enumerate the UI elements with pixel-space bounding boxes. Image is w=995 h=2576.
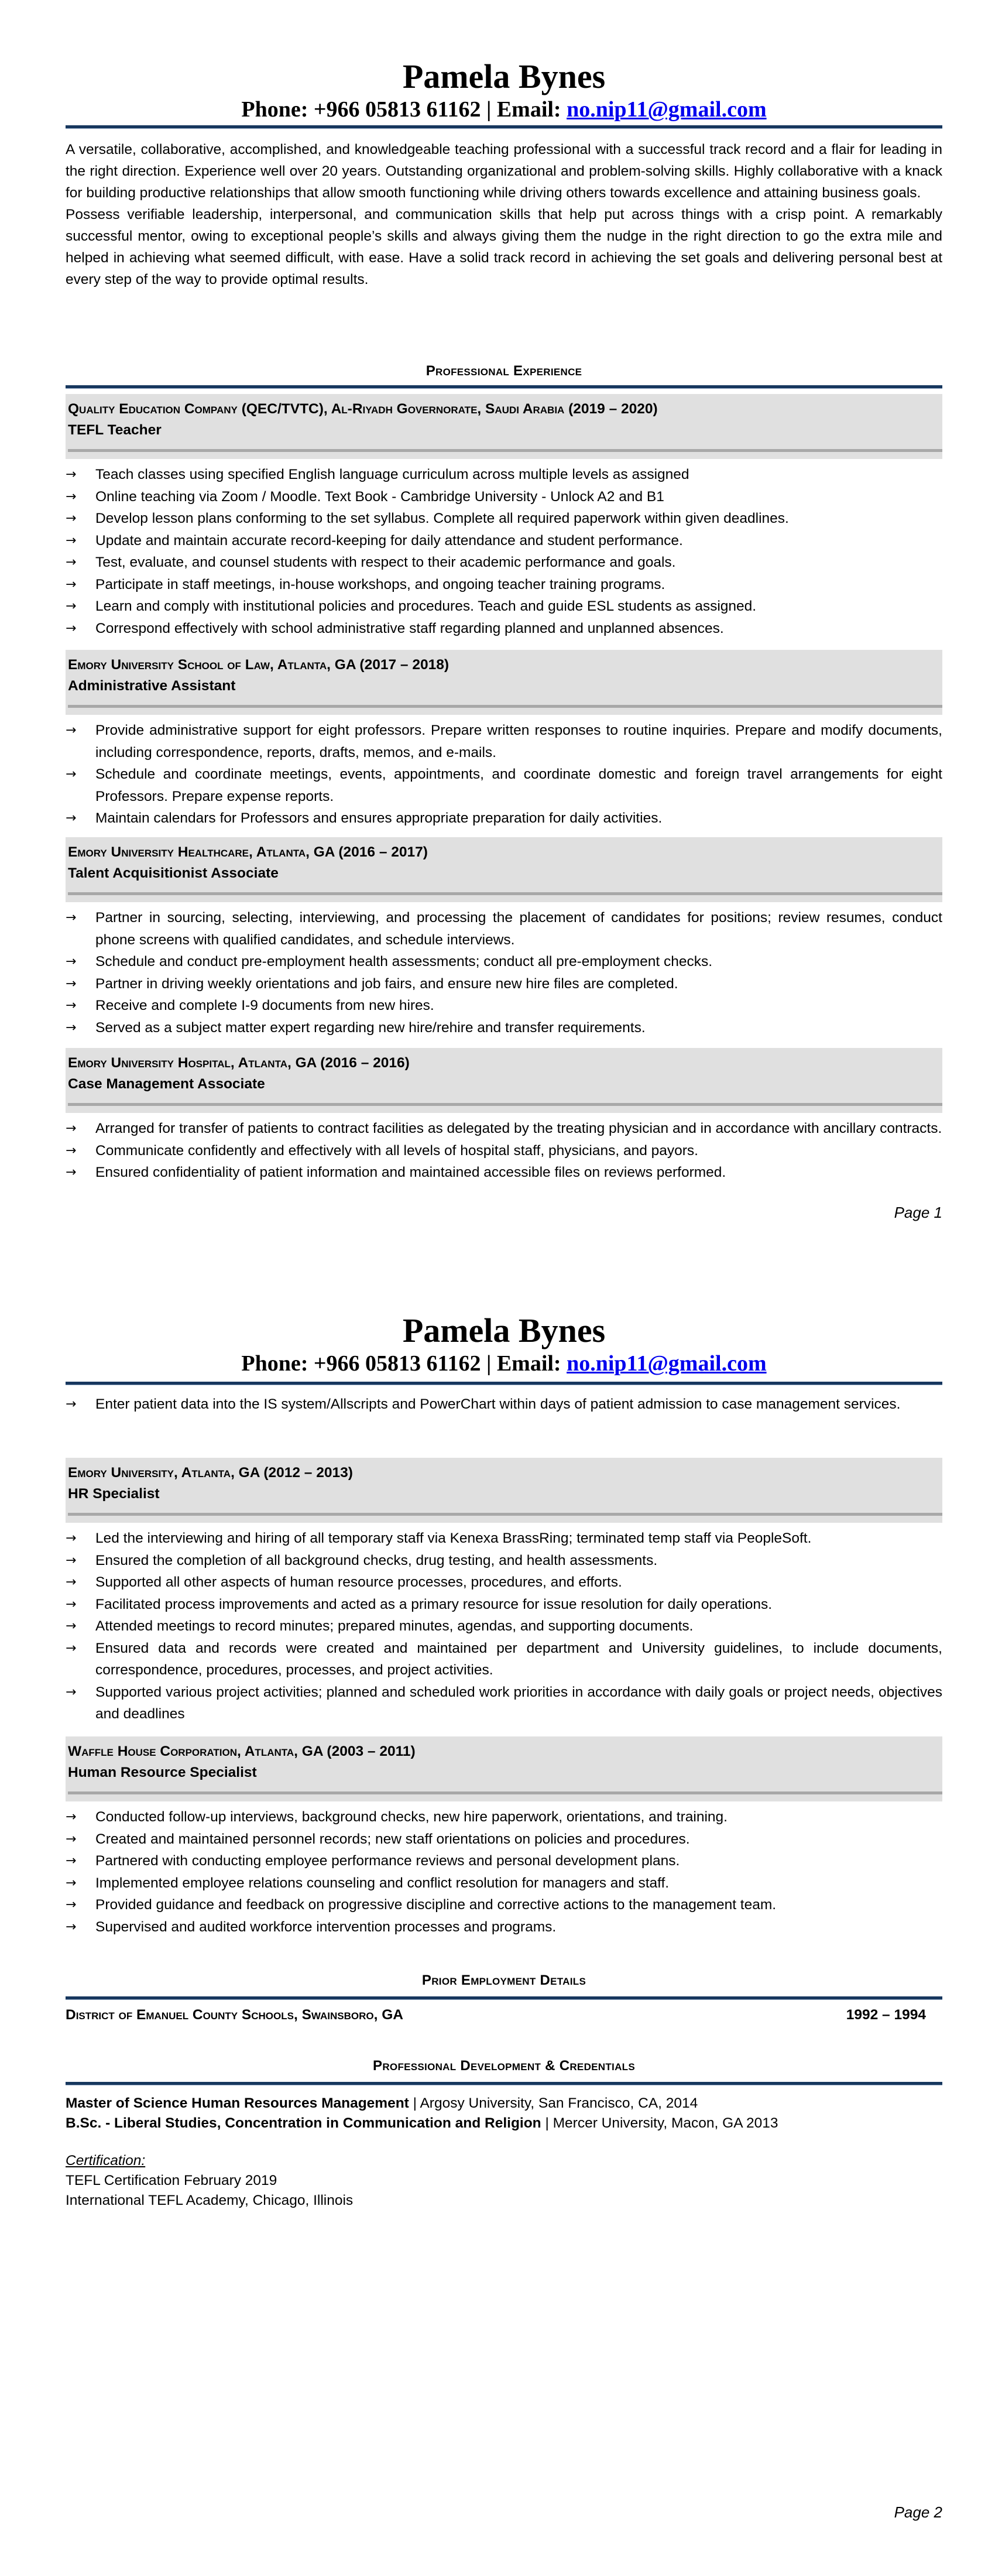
candidate-name: Pamela Bynes bbox=[402, 57, 606, 95]
section-title: Prior Employment Details bbox=[421, 1972, 586, 1988]
bullet-item: → Provided guidance and feedback on progressive discipline and corrective actions to the management team. bbox=[66, 1894, 942, 1916]
arrow-right-icon: → bbox=[66, 555, 77, 570]
bullet-item: → Ensured data and records were created and maintained per department and University guidelines, to include documents, correspondence, procedures, processes, and project activities. bbox=[66, 1638, 942, 1681]
email-link[interactable]: no.nip11@gmail.com bbox=[567, 1351, 767, 1376]
bullet-item: → Communicate confidently and effectively with all levels of hospital staff, physicians, and payors. bbox=[66, 1140, 942, 1162]
job-entry bbox=[66, 1048, 942, 1184]
arrow-right-icon: → bbox=[66, 533, 77, 548]
prior-employment-row bbox=[66, 2005, 942, 2026]
arrow-right-icon: → bbox=[66, 1575, 77, 1590]
bullet-item: → Online teaching via Zoom / Moodle. Text Book - Cambridge University - Unlock A2 and B1 bbox=[66, 486, 942, 508]
job-divider bbox=[68, 449, 942, 452]
arrow-right-icon: → bbox=[66, 1897, 77, 1912]
arrow-right-icon: → bbox=[66, 1165, 77, 1180]
section-divider bbox=[66, 1996, 942, 2000]
bullet-item: → Attended meetings to record minutes; prepared minutes, agendas, and supporting documents. bbox=[66, 1615, 942, 1638]
phone-label: Phone: +966 05813 61162 | Email: bbox=[241, 97, 567, 122]
job-company: Emory University, Atlanta, GA (2012 – 2013) bbox=[68, 1465, 353, 1481]
arrow-right-icon: → bbox=[66, 767, 77, 782]
resume-page-1 bbox=[0, 0, 995, 1276]
job-role: Human Resource Specialist bbox=[68, 1765, 257, 1780]
job-header bbox=[66, 837, 942, 902]
job-company: Waffle House Corporation, Atlanta, GA (2003 – 2011) bbox=[68, 1743, 416, 1759]
job-company: Quality Education Company (QEC/TVTC), Al-Riyadh Governorate, Saudi Arabia (2019 – 2020) bbox=[68, 401, 658, 417]
bullet-item: → Supported all other aspects of human resource processes, procedures, and efforts. bbox=[66, 1571, 942, 1594]
job-bullets bbox=[66, 1393, 942, 1416]
arrow-right-icon: → bbox=[66, 1684, 77, 1700]
bullet-item: → Schedule and coordinate meetings, events, appointments, and coordinate domestic and foreign travel arrangements for eight Professors. Prepare expense reports. bbox=[66, 763, 942, 807]
section-divider bbox=[66, 385, 942, 389]
arrow-right-icon: → bbox=[66, 811, 77, 825]
bullet-item: → Served as a subject matter expert regarding new hire/rehire and transfer requirements. bbox=[66, 1017, 942, 1039]
page-number: Page 1 bbox=[894, 1204, 942, 1221]
resume-header bbox=[66, 57, 942, 129]
prior-employer: District of Emanuel County Schools, Swainsboro, GA bbox=[66, 2007, 403, 2023]
bullet-item: → Implemented employee relations counseling and conflict resolution for managers and staff. bbox=[66, 1872, 942, 1895]
bullet-item: → Receive and complete I-9 documents from new hires. bbox=[66, 995, 942, 1017]
job-role: HR Specialist bbox=[68, 1486, 160, 1502]
job-company: Emory University Healthcare, Atlanta, GA (2016 – 2017) bbox=[68, 844, 428, 860]
professional-summary bbox=[66, 139, 942, 290]
arrow-right-icon: → bbox=[66, 1597, 77, 1612]
job-header bbox=[66, 650, 942, 715]
section-professional-experience bbox=[66, 361, 942, 389]
certification-label: Certification: bbox=[66, 2153, 146, 2169]
certification-line: International TEFL Academy, Chicago, Illinois bbox=[66, 2193, 354, 2208]
arrow-right-icon: → bbox=[66, 1397, 77, 1412]
bullet-item: → Conducted follow-up interviews, background checks, new hire paperwork, orientations, and training. bbox=[66, 1806, 942, 1828]
job-bullets bbox=[66, 1527, 942, 1725]
bullet-item: → Partner in sourcing, selecting, interviewing, and processing the placement of candidates for positions; review resumes, conduct phone screens with qualified candidates, and schedule interviews. bbox=[66, 907, 942, 951]
bullet-item: → Participate in staff meetings, in-house workshops, and ongoing teacher training programs. bbox=[66, 574, 942, 596]
bullet-item: → Enter patient data into the IS system/Allscripts and PowerChart within days of patient admission to case management services. bbox=[66, 1393, 942, 1416]
arrow-right-icon: → bbox=[66, 976, 77, 991]
certification-line: TEFL Certification February 2019 bbox=[66, 2173, 277, 2188]
job-entry-continued bbox=[66, 1393, 942, 1416]
arrow-right-icon: → bbox=[66, 599, 77, 614]
arrow-right-icon: → bbox=[66, 489, 77, 504]
arrow-right-icon: → bbox=[66, 1810, 77, 1824]
bullet-item: → Supervised and audited workforce intervention processes and programs. bbox=[66, 1916, 942, 1938]
arrow-right-icon: → bbox=[66, 577, 77, 592]
job-bullets bbox=[66, 1806, 942, 1938]
arrow-right-icon: → bbox=[66, 723, 77, 738]
arrow-right-icon: → bbox=[66, 1531, 77, 1546]
bullet-item: → Develop lesson plans conforming to the set syllabus. Complete all required paperwork within given deadlines. bbox=[66, 508, 942, 530]
degree: Master of Science Human Resources Management bbox=[66, 2095, 409, 2111]
job-entry bbox=[66, 1736, 942, 1938]
arrow-right-icon: → bbox=[66, 1919, 77, 1934]
arrow-right-icon: → bbox=[66, 1831, 77, 1847]
degree: B.Sc. - Liberal Studies, Concentration in Communication and Religion bbox=[66, 2115, 541, 2131]
education-item: Master of Science Human Resources Management | Argosy University, San Francisco, CA, 2014 bbox=[66, 2095, 698, 2111]
job-entry bbox=[66, 650, 942, 830]
arrow-right-icon: → bbox=[66, 1875, 77, 1890]
bullet-item: → Arranged for transfer of patients to contract facilities as delegated by the treating physician and in accordance with ancillary contracts. bbox=[66, 1118, 942, 1140]
email-link[interactable]: no.nip11@gmail.com bbox=[567, 97, 767, 122]
job-role: Talent Acquisitionist Associate bbox=[68, 865, 279, 881]
certification-block bbox=[66, 2151, 942, 2211]
phone-label: Phone: +966 05813 61162 | Email: bbox=[241, 1351, 567, 1376]
section-professional-development bbox=[66, 2056, 942, 2211]
bullet-item: → Teach classes using specified English language curriculum across multiple levels as assigned bbox=[66, 464, 942, 486]
resume-page-2 bbox=[0, 1276, 995, 2576]
school: Argosy University, San Francisco, CA, 2014 bbox=[420, 2095, 698, 2111]
section-prior-employment bbox=[66, 1971, 942, 2026]
job-header bbox=[66, 1736, 942, 1801]
arrow-right-icon: → bbox=[66, 511, 77, 526]
job-header bbox=[66, 394, 942, 459]
arrow-right-icon: → bbox=[66, 998, 77, 1013]
job-entry bbox=[66, 837, 942, 1039]
job-header bbox=[66, 1048, 942, 1113]
arrow-right-icon: → bbox=[66, 1121, 77, 1136]
section-title: Professional Experience bbox=[426, 363, 582, 379]
contact-line bbox=[66, 96, 942, 123]
resume-header bbox=[66, 1311, 942, 1385]
bullet-item: → Created and maintained personnel records; new staff orientations on policies and procedures. bbox=[66, 1828, 942, 1851]
job-entry bbox=[66, 1458, 942, 1725]
bullet-item: → Update and maintain accurate record-keeping for daily attendance and student performance. bbox=[66, 530, 942, 552]
job-header bbox=[66, 1458, 942, 1523]
job-role: Administrative Assistant bbox=[68, 678, 236, 694]
bullet-item: → Correspond effectively with school administrative staff regarding planned and unplanned absences. bbox=[66, 618, 942, 640]
school: Mercer University, Macon, GA 2013 bbox=[553, 2115, 778, 2131]
bullet-item: → Partner in driving weekly orientations and job fairs, and ensure new hire files are completed. bbox=[66, 973, 942, 995]
arrow-right-icon: → bbox=[66, 1143, 77, 1158]
arrow-right-icon: → bbox=[66, 1020, 77, 1035]
bullet-item: → Supported various project activities; planned and scheduled work priorities in accordance with daily goals or project needs, objectives and deadlines bbox=[66, 1681, 942, 1725]
job-company: Emory University School of Law, Atlanta, GA (2017 – 2018) bbox=[68, 657, 449, 673]
job-divider bbox=[68, 892, 942, 895]
bullet-item: → Ensured confidentiality of patient information and maintained accessible files on reviews performed. bbox=[66, 1162, 942, 1184]
job-role: Case Management Associate bbox=[68, 1076, 265, 1092]
arrow-right-icon: → bbox=[66, 954, 77, 969]
education-list bbox=[66, 2094, 942, 2133]
page-number: Page 2 bbox=[894, 2503, 942, 2521]
arrow-right-icon: → bbox=[66, 467, 77, 482]
job-divider bbox=[68, 1513, 942, 1516]
job-bullets bbox=[66, 907, 942, 1039]
bullet-item: → Led the interviewing and hiring of all temporary staff via Kenexa BrassRing; terminated temp staff via PeopleSoft. bbox=[66, 1527, 942, 1550]
bullet-item: → Partnered with conducting employee performance reviews and personal development plans. bbox=[66, 1850, 942, 1872]
section-divider bbox=[66, 2082, 942, 2085]
job-divider bbox=[68, 1791, 942, 1794]
education-item: B.Sc. - Liberal Studies, Concentration in Communication and Religion | Mercer University, Macon, GA 2013 bbox=[66, 2115, 778, 2131]
job-company: Emory University Hospital, Atlanta, GA (2016 – 2016) bbox=[68, 1055, 410, 1071]
bullet-item: → Maintain calendars for Professors and ensures appropriate preparation for daily activities. bbox=[66, 807, 942, 830]
contact-line bbox=[66, 1350, 942, 1377]
bullet-item: → Schedule and conduct pre-employment health assessments; conduct all pre-employment checks. bbox=[66, 951, 942, 973]
job-bullets bbox=[66, 464, 942, 639]
candidate-name: Pamela Bynes bbox=[402, 1311, 606, 1349]
prior-years: 1992 – 1994 bbox=[846, 2007, 926, 2023]
section-title: Professional Development & Credentials bbox=[373, 2058, 635, 2074]
summary-paragraph: A versatile, collaborative, accomplished, and knowledgeable teaching professional with a successful track record and a flair for leading in the right direction. Experience well over 20 years. Outstanding organizational and problem-solving skills. Highly collaborative with a knack for building productive relationships that allow smooth functioning while driving others towards excellence and attaining business goals. bbox=[66, 142, 942, 201]
header-divider bbox=[66, 125, 942, 129]
job-role: TEFL Teacher bbox=[68, 422, 162, 438]
job-bullets bbox=[66, 1118, 942, 1184]
arrow-right-icon: → bbox=[66, 910, 77, 925]
bullet-item: → Ensured the completion of all background checks, drug testing, and health assessments. bbox=[66, 1550, 942, 1572]
header-divider bbox=[66, 1382, 942, 1385]
arrow-right-icon: → bbox=[66, 1553, 77, 1568]
bullet-item: → Test, evaluate, and counsel students with respect to their academic performance and goals. bbox=[66, 551, 942, 574]
job-entry bbox=[66, 394, 942, 639]
bullet-item: → Learn and comply with institutional policies and procedures. Teach and guide ESL students as assigned. bbox=[66, 595, 942, 618]
job-divider bbox=[68, 1103, 942, 1106]
bullet-item: → Provide administrative support for eight professors. Prepare written responses to routine inquiries. Prepare and modify documents, including correspondence, reports, drafts, memos, and e-mails. bbox=[66, 720, 942, 763]
arrow-right-icon: → bbox=[66, 1640, 77, 1656]
arrow-right-icon: → bbox=[66, 1619, 77, 1633]
arrow-right-icon: → bbox=[66, 621, 77, 636]
summary-paragraph: Possess verifiable leadership, interpersonal, and communication skills that help put across things with a crisp point. A remarkably successful mentor, owing to exceptional people’s skills and always giving them the nudge in the right direction to go the extra mile and helped in achieving what seemed difficult, with ease. Have a solid track record in achieving the set goals and delivering personal best at every step of the way to provide optimal results. bbox=[66, 207, 942, 287]
job-divider bbox=[68, 705, 942, 708]
job-bullets bbox=[66, 720, 942, 830]
bullet-item: → Facilitated process improvements and acted as a primary resource for issue resolution for daily operations. bbox=[66, 1594, 942, 1616]
arrow-right-icon: → bbox=[66, 1854, 77, 1868]
